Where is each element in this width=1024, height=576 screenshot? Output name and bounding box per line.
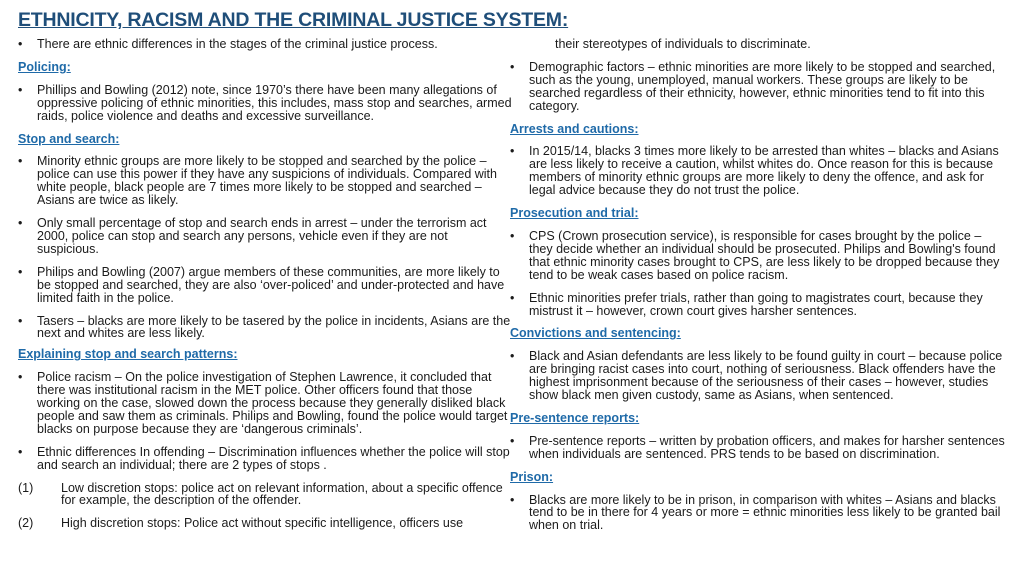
page-title: ETHNICITY, RACISM AND THE CRIMINAL JUSTICE SYSTEM: [18, 9, 569, 31]
presentence-bullet: • Pre-sentence reports – written by probation officers, and makes for harsher sentences when individuals are sentenced. PRS tends to be based on discrimination. [510, 435, 1006, 461]
prosecution-bullet-2: • Ethnic minorities prefer trials, rather than going to magistrates court, because they mistrust it – however, crown court gives harsher sentences. [510, 292, 1006, 318]
intro-bullet: • There are ethnic differences in the stages of the criminal justice process. [18, 38, 512, 51]
arrests-bullet: • In 2015/14, blacks 3 times more likely to be arrested than whites – blacks and Asians are less likely to receive a caution, whilst whites do. Once reason for this is because members of minority ethnic groups are more likely to deny the offence, and ask for legal advice because they do not trust the police. [510, 145, 1006, 197]
stop-search-bullet-1: • Minority ethnic groups are more likely to be stopped and searched by the police – police can use this power if they have any suspicions of individuals. Compared with white people, black people are 7 times more likely to be stopped and searched – Asians are twice as likely. [18, 155, 512, 207]
convictions-heading: Convictions and sentencing: [510, 326, 681, 341]
left-column [18, 38, 512, 540]
prosecution-heading: Prosecution and trial: [510, 206, 639, 221]
policing-heading: Policing: [18, 59, 71, 74]
stop-search-heading: Stop and search: [18, 131, 120, 146]
explaining-heading: Explaining stop and search patterns: [18, 347, 238, 362]
numbered-item-1-label: (1) [18, 480, 34, 495]
stop-search-bullet-4: • Tasers – blacks are more likely to be tasered by the police in incidents, Asians are the next and whites are less likely. [18, 315, 512, 341]
explaining-bullet-1: • Police racism – On the police investigation of Stephen Lawrence, it concluded that there was institutional racism in the MET police. Other officers found that those working on the case, slowed down the process because they generally disliked black people and saw them as criminals. Philips and Bowling, found the police would target blacks on purpose because they are ‘dangerous criminals’. [18, 371, 512, 436]
numbered-item-2 [18, 517, 512, 530]
prosecution-bullet-1: • CPS (Crown prosecution service), is responsible for cases brought by the police – they decide whether an individual should be prosecuted. Philips and Bowling's found that ethnic minority cases brought to CPS, are less likely to be dropped because they tend to be weak cases based on police racism. [510, 230, 1006, 282]
stop-search-bullet-2: • Only small percentage of stop and search ends in arrest – under the terrorism act 2000, police can stop and search any persons, vehicle even if they are not suspicious. [18, 217, 512, 256]
demographic-bullet: • Demographic factors – ethnic minorities are more likely to be stopped and searched, such as the young, unemployed, manual workers. These groups are likely to be searched regardless of their ethnicity, however, ethnic minorities tend to fit into this category. [510, 61, 1006, 113]
prison-bullet: • Blacks are more likely to be in prison, in comparison with whites – Asians and blacks tend to be in there for 4 years or more = ethnic minorities less likely to be granted bail when on trial. [510, 494, 1006, 533]
numbered-item-2-label: (2) [18, 516, 34, 531]
numbered-item-1 [18, 482, 512, 508]
right-column [510, 38, 1006, 542]
prison-heading: Prison: [510, 469, 554, 484]
policing-bullet: • Phillips and Bowling (2012) note, since 1970’s there have been many allegations of oppressive policing of ethnic minorities, this includes, mass stop and searches, armed raids, police violence and deaths and excessive surveillance. [18, 84, 512, 123]
continuation-text: their stereotypes of individuals to discriminate. [555, 37, 811, 51]
numbered-item-1-text: Low discretion stops: police act on relevant information, about a specific offence for example, the description of the offender. [61, 480, 503, 508]
numbered-item-2-text: High discretion stops: Police act without specific intelligence, officers use [61, 516, 464, 531]
convictions-bullet: • Black and Asian defendants are less likely to be found guilty in court – because police are bringing racist cases into court, nothing of seriousness. Black offenders have the highest imprisonment because of the seriousness of their cases – however, studies show black men given custody, same as Asians, when sentenced. [510, 350, 1006, 402]
presentence-heading: Pre-sentence reports: [510, 410, 640, 425]
stop-search-bullet-3: • Philips and Bowling (2007) argue members of these communities, are more likely to be stopped and searched, they are also ‘over-policed’ and under-protected and have limited faith in the police. [18, 266, 512, 305]
arrests-heading: Arrests and cautions: [510, 121, 639, 136]
explaining-bullet-2: • Ethnic differences In offending – Discrimination influences whether the police will stop and search an individual; there are 2 types of stops . [18, 446, 512, 472]
